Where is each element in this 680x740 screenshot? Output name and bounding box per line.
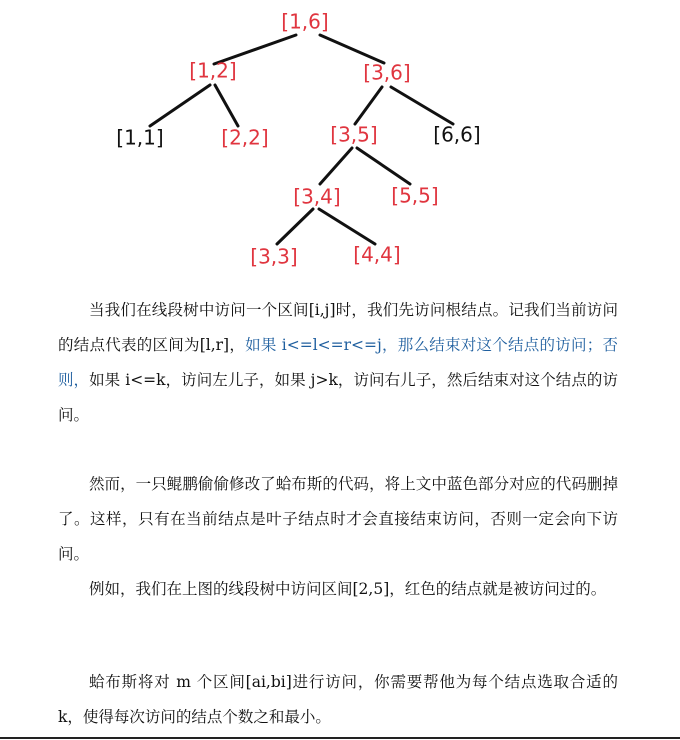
edge-3-6-to-3-5 [355,87,382,124]
task-text: 蛤布斯将对 m 个区间[ai,bi]进行访问，你需要帮他为每个结点选取合适的 k，使得每次访问的结点个数之和最小。 [58,673,618,726]
highlighted-blue-text: 如果 i<=l<=r<=j，那么结束对这个结点的访问；否则， [58,336,618,389]
tree-node: [1,6] [281,9,329,34]
tree-nodes [116,10,480,269]
tree-node: [2,2] [221,125,269,150]
tree-node: [3,3] [250,244,298,269]
paragraph-access-rule [58,293,618,433]
edge-3-5-to-5-5 [357,148,410,184]
edge-3-4-to-4-4 [319,209,375,244]
tree-node: [6,6] [433,122,481,147]
tree-node: [4,4] [353,242,401,267]
edge-3-4-to-3-3 [277,209,313,244]
edge-3-5-to-3-4 [320,148,352,184]
edge-1-6-to-3-6 [320,35,384,63]
paragraph-modification [58,467,618,572]
tree-node: [3,4] [293,184,341,209]
paragraph-task [58,665,618,735]
example-text: 例如，我们在上图的线段树中访问区间[2,5]，红色的结点就是被访问过的。 [89,580,607,598]
tree-node: [1,1] [116,125,164,150]
edge-3-6-to-6-6 [391,87,453,124]
paragraph-example [58,572,618,607]
modification-text: 然而，一只鲲鹏偷偷修改了蛤布斯的代码，将上文中蓝色部分对应的代码删掉了。这样，只有在当前结点是叶子结点时才会直接结束访问，否则一定会向下访问。 [58,475,618,563]
tree-node: [1,2] [189,58,237,83]
bottom-border-line [0,737,680,739]
access-rule-text: 当我们在线段树中访问一个区间[i,j]时，我们先访问根结点。记我们当前访问的结点代表的区间为[l,r]， [58,301,618,354]
segment-tree-diagram [0,0,680,280]
edge-1-2-to-1-1 [150,85,210,126]
tree-node: [3,6] [363,60,411,85]
tree-node: [5,5] [391,183,439,208]
edge-1-2-to-2-2 [215,85,238,126]
tree-node: [3,5] [330,122,378,147]
access-rule-text-end: 如果 i<=k，访问左儿子，如果 j>k，访问右儿子，然后结束对这个结点的访问。 [58,371,618,424]
